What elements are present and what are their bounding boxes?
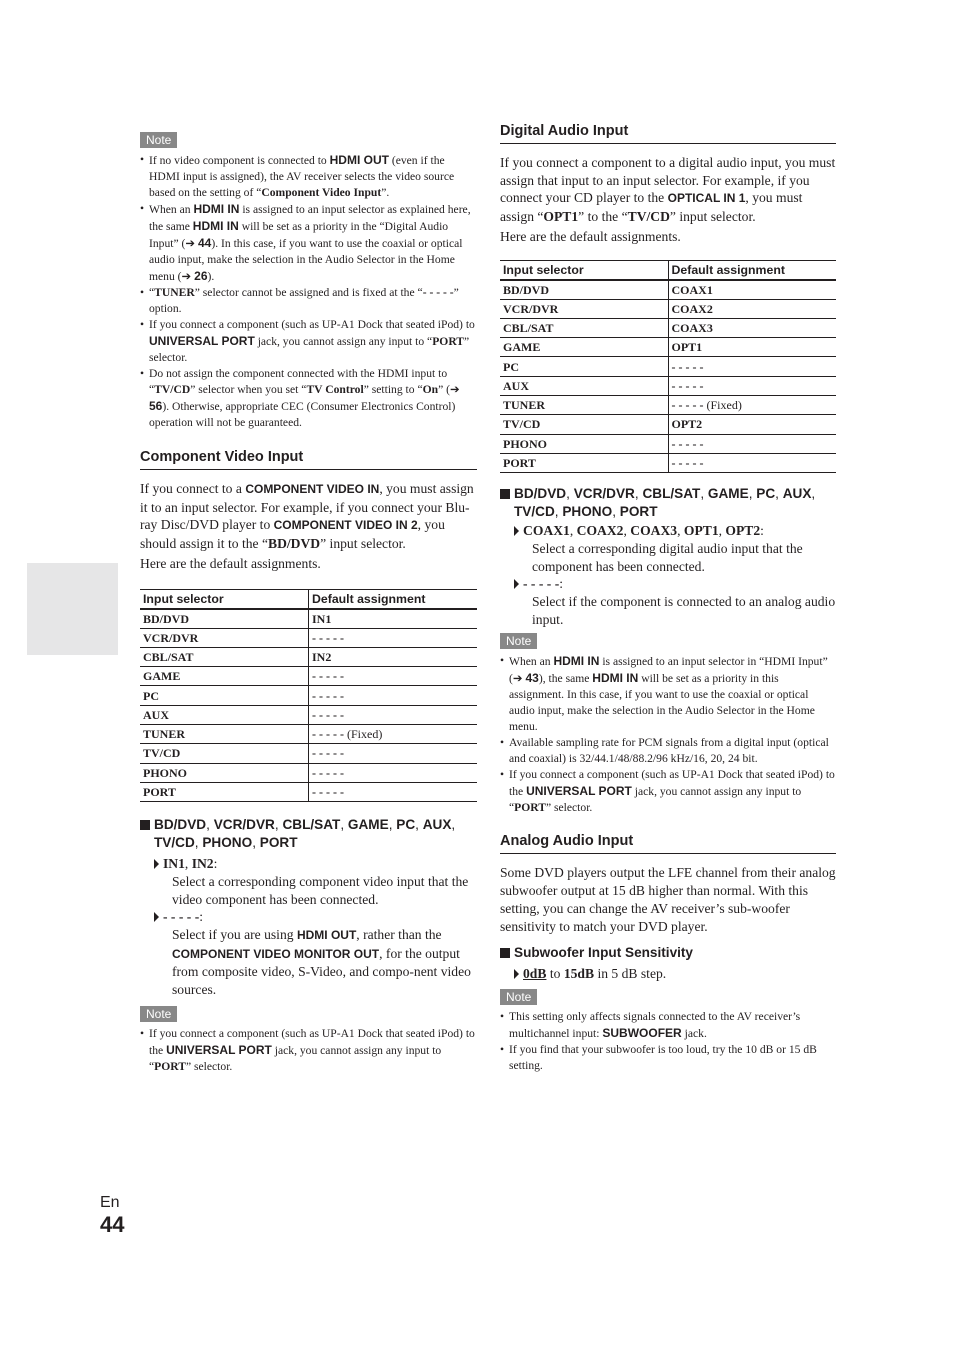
triangle-bullet-icon — [514, 579, 519, 589]
note-list — [140, 152, 477, 431]
note-item: • If you connect a component (such as UP-A1 Dock that seated iPod) to the UNIVERSAL PORT jack, you cannot assign any input to “PORT” selector. — [500, 767, 836, 816]
table-row: PORT - - - - - — [500, 453, 836, 472]
page-number-value: 44 — [100, 1212, 125, 1237]
option-none-desc: Select if you are using HDMI OUT, rather than the COMPONENT VIDEO MONITOR OUT, for the output from composite video, S-Video, and compo-nent video sources. — [172, 927, 471, 998]
table-row: PC - - - - - — [140, 686, 477, 705]
square-bullet-icon — [500, 489, 510, 499]
note-list — [500, 653, 836, 816]
note-list — [140, 1026, 477, 1075]
table-row: PORT - - - - - — [140, 782, 477, 801]
table-row: CBL/SAT IN2 — [140, 647, 477, 666]
table-row: VCR/DVR - - - - - — [140, 628, 477, 647]
note-item: • This setting only affects signals connected to the AV receiver’s multichannel input: SUBWOOFER jack. — [500, 1009, 836, 1042]
digital-assignment-table — [500, 260, 836, 474]
component-assignment-table — [140, 589, 477, 803]
section-title-analog-audio: Analog Audio Input — [500, 832, 836, 854]
table-row: CBL/SAT COAX3 — [500, 318, 836, 337]
option-none: - - - - -: — [500, 575, 836, 593]
table-row: BD/DVD IN1 — [140, 609, 477, 629]
note-badge: Note — [140, 1006, 177, 1022]
table-row: PHONO - - - - - — [140, 763, 477, 782]
note-badge: Note — [500, 989, 537, 1005]
table-row: PHONO - - - - - — [500, 434, 836, 453]
note-item: • If you connect a component (such as UP-A1 Dock that seated iPod) to UNIVERSAL PORT jack, you cannot assign any input to “PORT” selector. — [140, 317, 477, 366]
subwoofer-option: 0dB to 15dB in 5 dB step. — [500, 965, 836, 983]
triangle-bullet-icon — [154, 912, 159, 922]
option-coax-opt: COAX1, COAX2, COAX3, OPT1, OPT2: — [500, 522, 836, 540]
note-badge: Note — [500, 633, 537, 649]
selector-heading — [140, 816, 477, 851]
left-column — [140, 122, 477, 1075]
defaults-text: Here are the default assignments. — [140, 555, 321, 571]
square-bullet-icon — [140, 820, 150, 830]
selector-names: BD/DVD, VCR/DVR, CBL/SAT, GAME, PC, AUX, TV/CD, PHONO, PORT — [514, 486, 816, 519]
table-header: Input selector — [500, 260, 668, 280]
table-row: TUNER - - - - - (Fixed) — [140, 725, 477, 744]
option-none: - - - - -: — [140, 908, 477, 926]
table-header: Default assignment — [668, 260, 836, 280]
side-tab-marker — [27, 563, 118, 655]
table-row: AUX - - - - - — [140, 705, 477, 724]
note-item: • “TUNER” selector cannot be assigned and is fixed at the “- - - - -” option. — [140, 285, 477, 317]
option-coax-desc: Select a corresponding digital audio input that the component has been connected. — [532, 540, 803, 574]
section-title-component-video: Component Video Input — [140, 448, 477, 470]
triangle-bullet-icon — [514, 526, 519, 536]
page-language: En — [100, 1194, 120, 1211]
table-row: TV/CD OPT2 — [500, 415, 836, 434]
table-header: Default assignment — [309, 589, 478, 609]
note-item: • When an HDMI IN is assigned to an input selector in “HDMI Input” (➔ 43), the same HDMI IN will be set as a priority in this assignment. In this case, if you want to use the coaxial or optical audio input, make the selection in the Audio Selector in the Home menu. — [500, 653, 836, 735]
analog-audio-intro: Some DVD players output the LFE channel from their analog subwoofer output at 15 dB higher than normal. With this setting, you can change the AV receiver’s sub-woofer sensitivity to match your DVD player. — [500, 865, 836, 934]
triangle-bullet-icon — [154, 859, 159, 869]
table-row: AUX - - - - - — [500, 376, 836, 395]
table-header: Input selector — [140, 589, 309, 609]
triangle-bullet-icon — [514, 969, 519, 979]
component-video-intro: If you connect to a COMPONENT VIDEO IN, you must assign it to an input selector. For example, if you connect your Blu-ray Disc/DVD player to COMPONENT VIDEO IN 2, you should assign it to the “BD/DVD” input selector. — [140, 481, 474, 552]
table-row: TV/CD - - - - - — [140, 744, 477, 763]
section-title-digital-audio: Digital Audio Input — [500, 122, 836, 144]
note-item: • Available sampling rate for PCM signals from a digital input (optical and coaxial) is 32/44.1/48/88.2/96 kHz/16, 20, 24 bit. — [500, 735, 836, 767]
option-in1-in2: IN1, IN2: — [140, 855, 477, 873]
note-item: • If you find that your subwoofer is too loud, try the 10 dB or 15 dB setting. — [500, 1042, 836, 1074]
table-row: GAME OPT1 — [500, 338, 836, 357]
option-none-desc: Select if the component is connected to an analog audio input. — [532, 594, 836, 627]
table-row: BD/DVD COAX1 — [500, 280, 836, 300]
note-item: • If you connect a component (such as UP-A1 Dock that seated iPod) to the UNIVERSAL PORT jack, you cannot assign any input to “PORT” selector. — [140, 1026, 477, 1075]
selector-heading — [500, 485, 836, 520]
digital-audio-intro: If you connect a component to a digital audio input, you must assign that input to an input selector. For example, if you connect your CD player to the OPTICAL IN 1, you must assign “OPT1” to the “TV/CD” input selector. — [500, 155, 836, 225]
note-badge: Note — [140, 132, 177, 148]
square-bullet-icon — [500, 948, 510, 958]
selector-names: BD/DVD, VCR/DVR, CBL/SAT, GAME, PC, AUX, TV/CD, PHONO, PORT — [154, 817, 456, 850]
note-item: • Do not assign the component connected with the HDMI input to “TV/CD” selector when you set “TV Control” setting to “On” (➔ 56). Otherwise, appropriate CEC (Consumer Electronics Control) operation will not be guaranteed. — [140, 366, 477, 431]
right-column — [500, 122, 836, 1074]
table-row: PC - - - - - — [500, 357, 836, 376]
table-row: GAME - - - - - — [140, 667, 477, 686]
defaults-text: Here are the default assignments. — [500, 228, 681, 244]
note-item: • If no video component is connected to HDMI OUT (even if the HDMI input is assigned), the AV receiver selects the video source based on the setting of “Component Video Input”. — [140, 152, 477, 201]
option-in-desc: Select a corresponding component video input that the video component has been connected. — [172, 873, 469, 907]
table-row: VCR/DVR COAX2 — [500, 299, 836, 318]
note-item: • When an HDMI IN is assigned to an input selector as explained here, the same HDMI IN will be set as a priority in the “Digital Audio Input” (➔ 44). In this case, if you want to use the coaxial or optical audio input, make the selection in the Audio Selector in the Home menu (➔ 26). — [140, 201, 477, 285]
page-number — [100, 1194, 124, 1238]
subwoofer-heading: Subwoofer Input Sensitivity — [500, 944, 836, 962]
table-row: TUNER - - - - - (Fixed) — [500, 396, 836, 415]
note-list — [500, 1009, 836, 1074]
